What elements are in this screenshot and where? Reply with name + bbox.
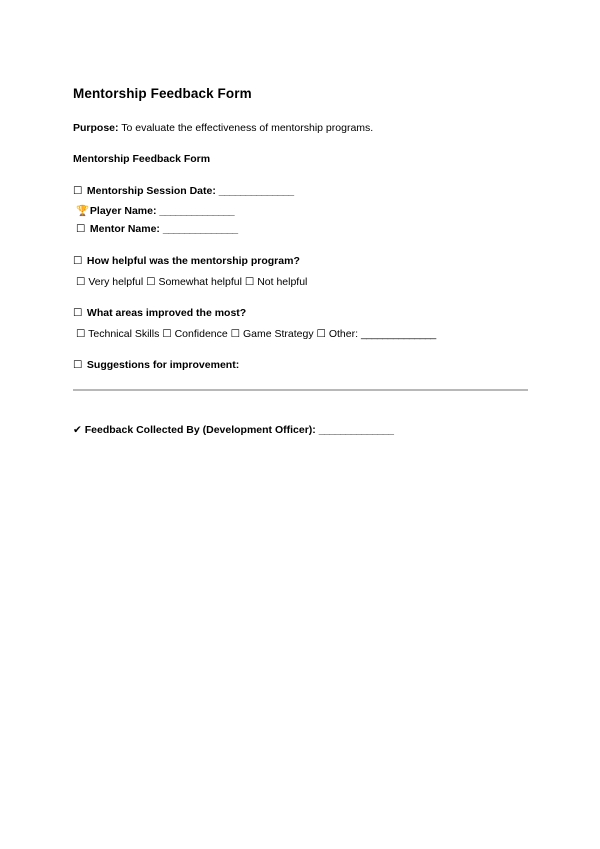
option-other[interactable]: ☐ Other: (316, 328, 359, 340)
option-technical-skills[interactable]: ☐ Technical Skills (76, 328, 160, 340)
calendar-icon: ☐ (73, 185, 83, 197)
suggestions-label: Suggestions for improvement: (86, 359, 240, 371)
mentor-name-label: Mentor Name: (89, 223, 160, 235)
mentor-name-blank[interactable]: ______________ (162, 223, 238, 235)
purpose-line (73, 122, 373, 134)
areas-options (76, 328, 436, 340)
page-title: Mentorship Feedback Form (73, 86, 252, 101)
mentor-name-field (76, 223, 238, 235)
chart-icon: ☐ (73, 307, 83, 319)
option-confidence[interactable]: ☐ Confidence (162, 328, 228, 340)
player-name-label: Player Name: (89, 205, 157, 217)
areas-question (73, 307, 246, 319)
option-game-strategy[interactable]: ☐ Game Strategy (230, 328, 314, 340)
mentor-icon: ☐ (76, 223, 86, 235)
collected-by-field (73, 424, 393, 436)
session-date-label: Mentorship Session Date: (86, 185, 216, 197)
check-icon: ✔ (73, 424, 82, 436)
purpose-text: To evaluate the effectiveness of mentorship programs. (121, 122, 374, 134)
session-date-field (73, 185, 294, 197)
other-blank[interactable]: ______________ (360, 328, 436, 340)
section-heading: Mentorship Feedback Form (73, 153, 211, 165)
helpful-question (73, 255, 300, 267)
question-icon: ☐ (73, 255, 83, 267)
helpful-options (76, 276, 307, 288)
note-icon: ☐ (73, 359, 83, 371)
areas-question-text: What areas improved the most? (86, 307, 247, 319)
suggestions-answer-line[interactable] (73, 389, 528, 391)
player-name-blank[interactable]: ______________ (159, 205, 235, 217)
session-date-blank[interactable]: ______________ (218, 185, 294, 197)
purpose-label: Purpose: (73, 122, 119, 134)
suggestions-field (73, 359, 239, 371)
collected-by-blank[interactable]: ______________ (318, 424, 394, 436)
option-very-helpful[interactable]: ☐ Very helpful (76, 276, 144, 288)
trophy-icon: 🏆 (76, 205, 90, 217)
collected-by-label: Feedback Collected By (Development Officer): (84, 424, 316, 436)
option-not-helpful[interactable]: ☐ Not helpful (244, 276, 308, 288)
player-name-field (76, 204, 234, 217)
helpful-question-text: How helpful was the mentorship program? (86, 255, 300, 267)
option-somewhat-helpful[interactable]: ☐ Somewhat helpful (146, 276, 242, 288)
